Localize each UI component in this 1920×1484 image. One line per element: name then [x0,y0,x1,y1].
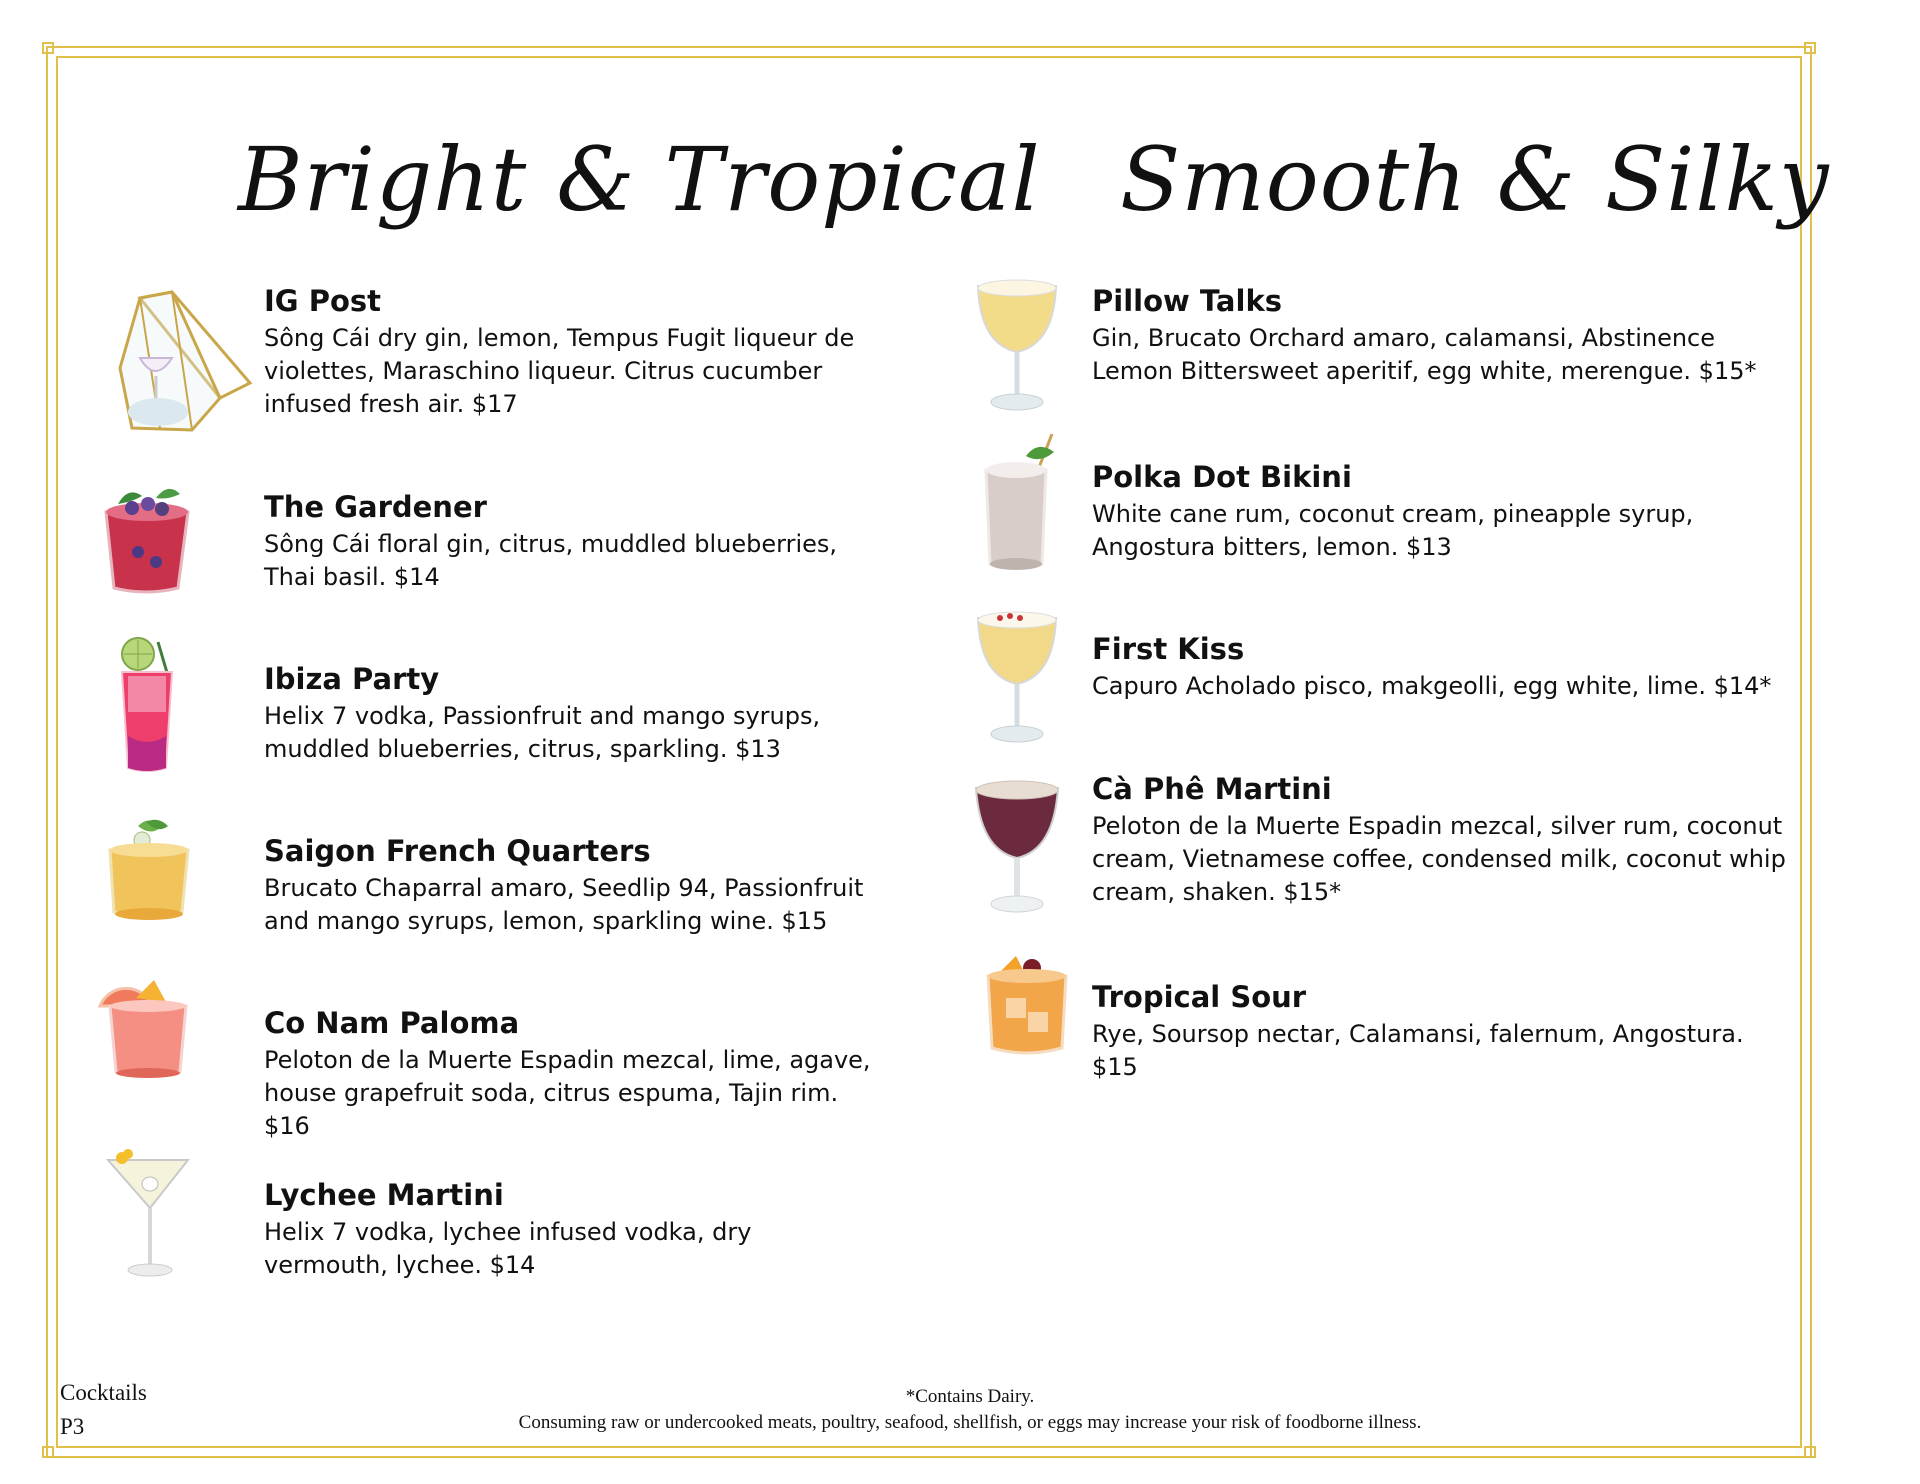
menu-item [264,1006,874,1143]
menu-item [264,284,864,421]
border-corner [1804,42,1816,54]
orange-rocks-glass-icon [982,950,1072,1060]
item-description: Helix 7 vodka, lychee infused vodka, dry vermouth, lychee. $14 [264,1218,752,1279]
item-description: Gin, Brucato Orchard amaro, calamansi, Abstinence Lemon Bittersweet aperitif, egg white, merengue. $15* [1092,324,1757,385]
item-description: Capuro Acholado pisco, makgeolli, egg white, lime. $14* [1092,672,1772,700]
pink-highball-icon [110,636,190,776]
item-name: First Kiss [1092,632,1245,666]
coupe-dotted-glass-icon [970,604,1064,748]
dairy-note: *Contains Dairy. [905,1386,1035,1407]
item-description: Peloton de la Muerte Espadin mezcal, silver rum, coconut cream, Vietnamese coffee, condensed milk, coconut whip cream, shaken. $15* [1092,812,1786,906]
berry-rocks-glass-icon [98,482,198,596]
lantern-glass-icon [100,288,260,438]
menu-item [1092,284,1792,388]
section-title-bright-tropical: Bright & Tropical [238,128,1041,231]
page-number: P3 [60,1414,85,1439]
menu-item [1092,460,1792,564]
menu-item [264,662,864,766]
item-description: Brucato Chaparral amaro, Seedlip 94, Passionfruit and mango syrups, lemon, sparkling wine. $15 [264,874,864,935]
yellow-rocks-glass-icon [104,816,194,926]
item-name: Co Nam Paloma [264,1006,520,1040]
item-name: Ibiza Party [264,662,440,696]
martini-glass-icon [102,1148,198,1282]
border-corner [1804,1446,1816,1458]
item-description: Sông Cái dry gin, lemon, Tempus Fugit liqueur de violettes, Maraschino liqueur. Citrus cucumber infused fresh air. $17 [264,324,855,418]
border-corner [42,1446,54,1458]
item-description: Helix 7 vodka, Passionfruit and mango syrups, muddled blueberries, citrus, sparkling. $13 [264,702,821,763]
item-description: Rye, Soursop nectar, Calamansi, falernum, Angostura. $15 [1092,1020,1744,1081]
page-label: Cocktails [60,1380,147,1405]
menu-item [1092,772,1792,909]
section-title-smooth-silky: Smooth & Silky [1120,128,1830,231]
menu-item [264,834,864,938]
item-name: Cà Phê Martini [1092,772,1332,806]
item-description: Sông Cái floral gin, citrus, muddled blueberries, Thai basil. $14 [264,530,838,591]
menu-item [264,1178,864,1282]
border-corner [42,42,54,54]
food-safety-warning: Consuming raw or undercooked meats, poultry, seafood, shellfish, or eggs may increase your risk of foodborne illness. [518,1412,1422,1433]
item-description: Peloton de la Muerte Espadin mezcal, lime, agave, house grapefruit soda, citrus espuma, Tajin rim. $16 [264,1046,871,1140]
menu-item [1092,632,1792,703]
item-name: Pillow Talks [1092,284,1282,318]
item-name: Tropical Sour [1092,980,1307,1014]
grapefruit-rocks-glass-icon [96,976,196,1082]
item-description: White cane rum, coconut cream, pineapple syrup, Angostura bitters, lemon. $13 [1092,500,1694,561]
menu-item [264,490,874,594]
item-name: Lychee Martini [264,1178,504,1212]
item-name: Polka Dot Bikini [1092,460,1352,494]
dark-coupe-glass-icon [970,772,1064,916]
item-name: The Gardener [264,490,487,524]
frosted-highball-icon [976,430,1066,574]
coupe-glass-icon [970,272,1064,416]
menu-item [1092,980,1792,1084]
item-name: IG Post [264,284,381,318]
item-name: Saigon French Quarters [264,834,651,868]
